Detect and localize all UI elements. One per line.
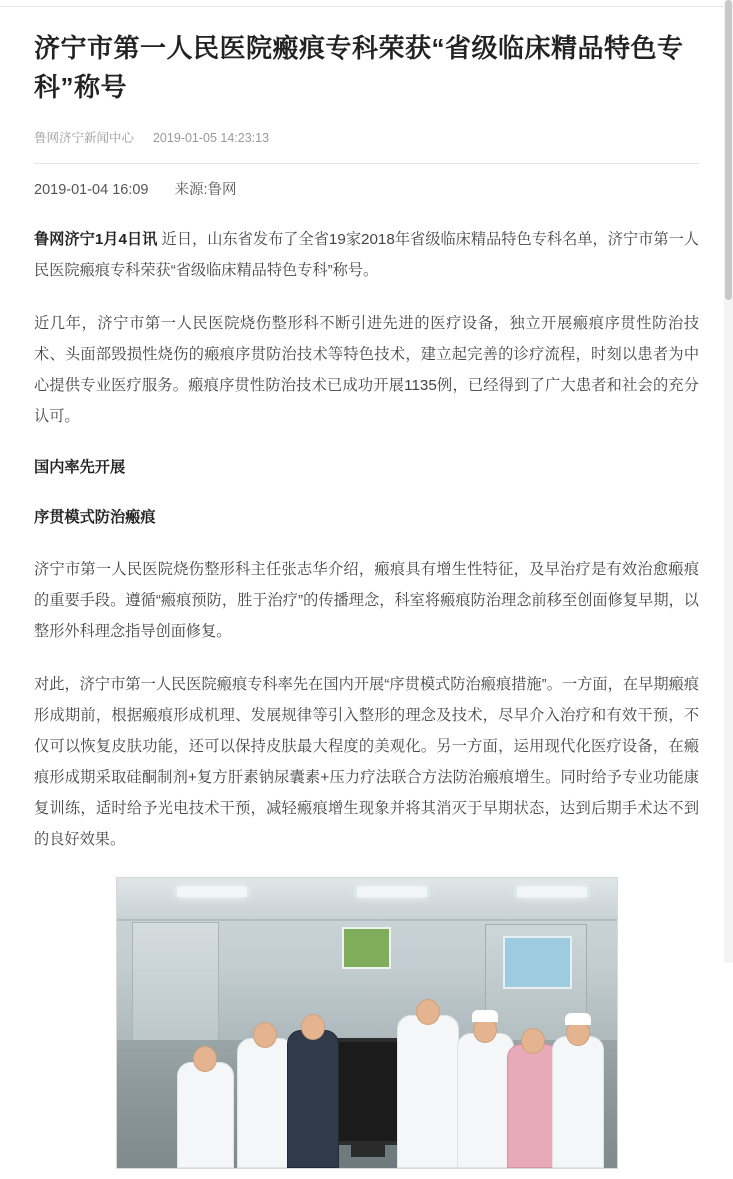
photo-nurse-cap [565, 1013, 591, 1025]
photo-ceiling [117, 878, 617, 921]
photo-person-head [301, 1014, 325, 1040]
page-scrollbar[interactable] [724, 0, 733, 963]
photo-person [457, 1033, 514, 1168]
paragraph-3: 济宁市第一人民医院烧伤整形科主任张志华介绍，瘢痕具有增生性特征，及早治疗是有效治愈瘢痕的重要手段。遵循“瘢痕预防，胜于治疗”的传播理念，科室将瘢痕防治理念前移至创面修复早期，以整形外科理念指导创面修复。 [34, 561, 699, 640]
photo-ceiling-light [177, 887, 247, 897]
article-submeta [34, 180, 699, 200]
subheading-1: 国内率先开展 [34, 459, 126, 476]
photo-person [507, 1044, 559, 1168]
subheading-2: 序贯模式防治瘢痕 [34, 509, 156, 526]
photo-person [177, 1062, 234, 1168]
page-title: 济宁市第一人民医院瘢痕专科荣获“省级临床精品特色专科”称号 [34, 33, 684, 102]
submeta-source: 来源:鲁网 [174, 182, 237, 198]
paragraph-lead [34, 224, 699, 286]
photo-person-head [253, 1022, 277, 1048]
photo-nurse-cap [472, 1010, 498, 1022]
article-byline [34, 129, 699, 147]
photo-door-left [132, 922, 219, 1046]
photo-person-head [521, 1028, 545, 1054]
submeta-date: 2019-01-04 16:09 [34, 182, 149, 198]
scrollbar-thumb[interactable] [725, 0, 732, 300]
article-content [0, 7, 733, 1179]
photo-ceiling-light [357, 887, 427, 897]
photo-person-head [416, 999, 440, 1025]
photo-person [237, 1038, 294, 1168]
photo-ceiling-light [517, 887, 587, 897]
byline-author: 鲁网济宁新闻中心 [34, 131, 135, 145]
paragraph-4: 对此，济宁市第一人民医院瘢痕专科率先在国内开展“序贯模式防治瘢痕措施”。一方面，在早期瘢痕形成期前，根据瘢痕形成机理、发展规律等引入整形的理念及技术，尽早介入治疗和有效干预，不仅可以恢复皮肤功能，还可以保持皮肤最大程度的美观化。另一方面，运用现代化医疗设备，在瘢痕形成期采取硅酮制剂+复方肝素钠尿囊素+压力疗法联合方法防治瘢痕增生。同时给予专业功能康复训练，适时给予光电技术干预，减轻瘢痕增生现象并将其消灭于早期状态，达到后期手术达不到的良好效果。 [34, 676, 699, 848]
paragraph-2: 近几年，济宁市第一人民医院烧伤整形科不断引进先进的医疗设备，独立开展瘢痕序贯性防治技术、头面部毁损性烧伤的瘢痕序贯防治技术等特色技术，建立起完善的诊疗流程，时刻以患者为中心提供专业医疗服务。瘢痕序贯性防治技术已成功开展1135例，已经得到了广大患者和社会的充分认可。 [34, 315, 699, 425]
photo-person-head [193, 1046, 217, 1072]
hospital-photo [116, 877, 618, 1169]
photo-person [287, 1030, 339, 1168]
header-divider [34, 163, 699, 164]
article-figure [34, 877, 699, 1179]
photo-person [552, 1036, 604, 1169]
photo-person [397, 1015, 459, 1168]
lead-bold-prefix: 鲁网济宁1月4日讯 [34, 231, 158, 248]
figure-spacer [34, 1169, 699, 1179]
byline-datetime: 2019-01-05 14:23:13 [152, 131, 270, 145]
lead-text: 近日，山东省发布了全省19家2018年省级临床精品特色专科名单，济宁市第一人民医院瘢痕专科荣获“省级临床精品特色专科”称号。 [34, 231, 699, 279]
page-top-border [0, 0, 733, 7]
